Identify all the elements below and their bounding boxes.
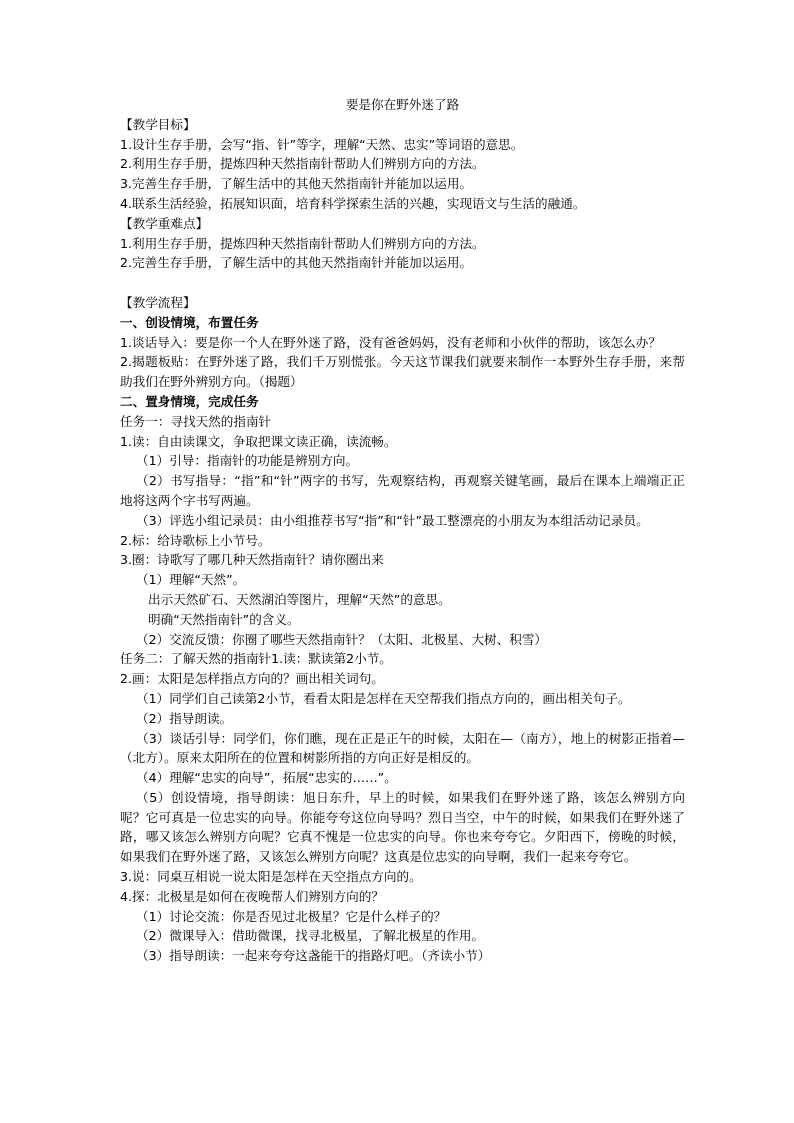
sub-item: （3）评选小组记录员：由小组推荐书写“指”和“针”最工整漂亮的小朋友为本组活动记录员。 (136, 512, 649, 528)
sub-item: （1）引导：指南针的功能是辨别方向。 (136, 453, 359, 469)
paragraph: 2.画：太阳是怎样指点方向的？画出相关词句。 (120, 671, 384, 687)
section-heading: 一、创设情境，布置任务 (120, 314, 259, 330)
sub-item: （5）创设情境，指导朗读：旭日东升，早上的时候，如果我们在野外迷了路，该怎么辨别方向呢？它可真是一位忠实的向导。你能夸夸这位向导吗？烈日当空，中午的时候，如果我们在野外迷了路，哪又该怎么辨别方向呢？它真不愧是一位忠实的向导。你也来夸夸它。夕阳西下，傍晚的时候，如果我们在野外迷了路，又该怎么辨别方向呢？这真是位忠实的向导啊，我们一起来夸夸它。 (120, 789, 685, 865)
paragraph: 3.圈：诗歌写了哪几种天然指南针？请你圈出来 (120, 552, 384, 568)
paragraph: 1.利用生存手册，提炼四种天然指南针帮助人们辨别方向的方法。 (120, 235, 485, 251)
paragraph: 1.设计生存手册，会写“指、针”等字，理解“天然、忠实”等词语的意思。 (120, 136, 524, 152)
sub-item: （1）理解“天然”。 (136, 572, 246, 588)
blank-line (120, 273, 685, 293)
paragraph: 2.揭题板贴：在野外迷了路，我们千万别慌张。今天这节课我们就要来制作一本野外生存手册，来帮助我们在野外辨别方向。（揭题） (120, 354, 685, 390)
paragraph: 【教学流程】 (120, 294, 196, 310)
sub-item: （1）讨论交流：你是否见过北极星？它是什么样子的？ (136, 908, 447, 924)
paragraph: 4.探：北极星是如何在夜晚帮人们辨别方向的？ (120, 888, 384, 904)
paragraph: 1.谈话导入：要是你一个人在野外迷了路，没有爸爸妈妈，没有老师和小伙伴的帮助，该怎么办？ (120, 334, 661, 350)
sub-item: （2）指导朗读。 (136, 710, 233, 726)
document-body (120, 115, 685, 966)
paragraph: 【教学重难点】 (120, 215, 209, 231)
sub-item: （1）同学们自己读第2小节，看看太阳是怎样在天空帮我们指点方向的，画出相关句子。 (136, 690, 631, 706)
paragraph: 3.说：同桌互相说一说太阳是怎样在天空指点方向的。 (120, 869, 422, 885)
paragraph: 任务一：寻找天然的指南针 (120, 413, 272, 429)
paragraph: 2.标：给诗歌标上小节号。 (120, 532, 271, 548)
document-title: 要是你在野外迷了路 (345, 97, 460, 112)
paragraph: 1.读：自由读课文，争取把课文读正确，读流畅。 (120, 433, 397, 449)
paragraph: 2.完善生存手册，了解生活中的其他天然指南针并能加以运用。 (120, 255, 473, 271)
paragraph: 4.联系生活经验，拓展知识面，培育科学探索生活的兴趣，实现语文与生活的融通。 (120, 195, 586, 211)
sub-item: （2）书写指导：“指”和“针”两字的书写，先观察结构，再观察关键笔画，最后在课本上端端正正地将这两个字书写两遍。 (120, 473, 685, 508)
sub-item-detail: 明确“天然指南针”的含义。 (148, 611, 300, 627)
paragraph: 任务二：了解天然的指南针1.读：默读第2小节。 (120, 651, 392, 667)
section-heading: 二、置身情境，完成任务 (120, 393, 259, 409)
paragraph: 【教学目标】 (120, 116, 196, 132)
sub-item: （3）指导朗读：一起来夸夸这盏能干的指路灯吧。（齐读小节） (136, 948, 491, 964)
paragraph: 3.完善生存手册，了解生活中的其他天然指南针并能加以运用。 (120, 176, 473, 192)
sub-item: （3）谈话引导：同学们，你们瞧，现在正是正午的时候，太阳在—（南方），地上的树影正指着—（北方）。原来太阳所在的位置和树影所指的方向正好是相反的。 (120, 730, 685, 766)
sub-item: （2）交流反馈：你圈了哪些天然指南针？（太阳、北极星、大树、积雪） (136, 631, 548, 647)
sub-item: （2）微课导入：借助微课，找寻北极星，了解北极星的作用。 (136, 928, 485, 944)
document-page (120, 95, 685, 966)
sub-item: （4）理解“忠实的向导”，拓展“忠实的……”。 (136, 770, 397, 786)
sub-item-detail: 出示天然矿石、天然湖泊等图片，理解“天然”的意思。 (148, 591, 451, 607)
paragraph: 2.利用生存手册，提炼四种天然指南针帮助人们辨别方向的方法。 (120, 156, 485, 172)
